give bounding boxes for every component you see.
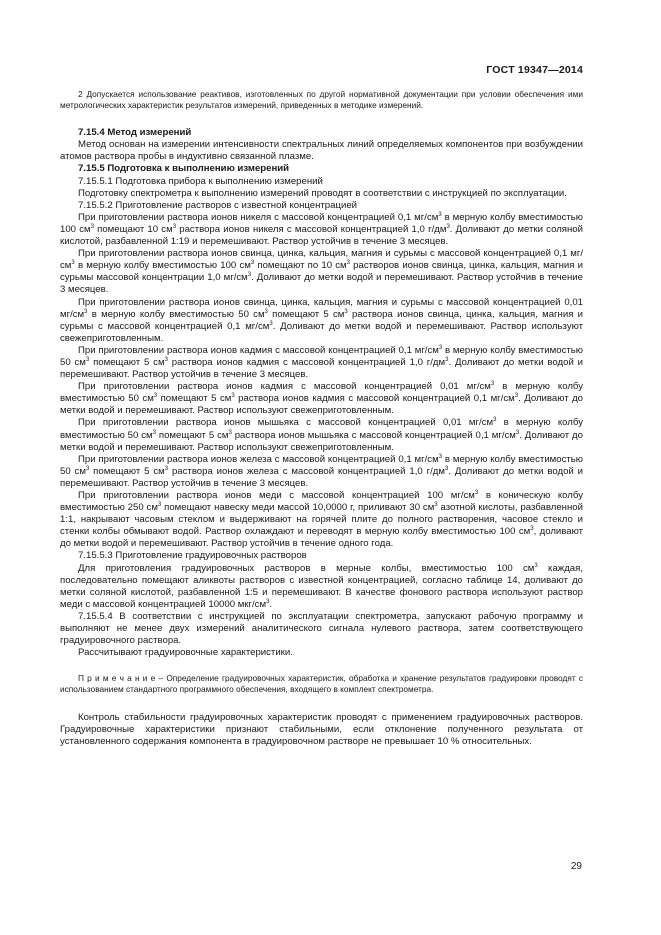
page-content (60, 89, 583, 748)
paragraph-measurement-program: 7.15.5.4 В соответствии с инструкцией по эксплуатации спектрометра, запускают рабочую программу и выполняют не менее двух измерений аналитического сигнала нулевого раствора, затем соответствующего градуировочного раствора. (60, 610, 583, 647)
section-title-method: 7.15.4 Метод измерений (78, 127, 192, 139)
note-label: П р и м е ч а н и е (78, 673, 156, 684)
paragraph-calculate: Рассчитывают градуировочные характеристики. (78, 647, 293, 659)
paragraph-stability-control: Контроль стабильности градуировочных характеристик проводят с применением градуировочных растворов. Градуировочные характеристики признают стабильными, если отклонение полученного результата от установленного содержания компонента в градуировочном растворе не превышает 10 % относительных. (60, 711, 583, 747)
paragraph-cadmium-001: При приготовлении раствора ионов кадмия с массовой концентрацией 0,01 $мг/см^3$ в мерную колбу вместимостью 50 $см^3$ помещают 5 $см^3$ раствора ионов кадмия с массовой концентрацией 0,1 $мг/см^3$. Доливают до метки водой и перемешивают. Раствор используют свежеприготовленным. (60, 381, 584, 417)
subsection-title-calibration: 7.15.5.3 Приготовление градуировочных растворов (78, 550, 307, 562)
page-number: 29 (570, 861, 582, 872)
device-text: Подготовку спектрометра к выполнению измерений проводят в соответствии с инструкцией по эксплуатации. (78, 187, 567, 199)
paragraph-iron: При приготовлении раствора ионов железа с массовой концентрацией 0,1 $мг/см^3$ в мерную колбу вместимостью 50 $см^3$ помещают 5 $см^3$ раствора ионов железа с массовой концентрацией 1,0 $г/дм^3$. Доливают до метки водой и перемешивают. Раствор устойчив в течение 3 месяцев. (60, 453, 584, 489)
paragraph-mix-01: При приготовлении раствора ионов свинца, цинка, кальция, магния и сурьмы с массовой концентрацией 0,1 $мг/см^3$ в мерную колбу вместимостью 100 $см^3$ помещают по 10 $см^3$ растворов ионов свинца, цинка, кальция, магния и сурьмы массовой концентрации 1,0 $мг/см^3$. Доливают до метки водой и перемешивают. Раствор устойчив в течение 3 месяцев. (60, 248, 584, 296)
paragraph-mix-001: При приготовлении раствора ионов свинца, цинка, кальция, магния и сурьмы с массовой концентрацией 0,01 $мг/см^3$ в мерную колбу вместимостью 50 $см^3$ помещают 5 $см^3$ раствора ионов свинца, цинка, кальция, магния и сурьмы с массовой концентрацией 0,1 $мг/см^3$. Доливают до метки водой и перемешивают. Раствор используют свежеприготовленным. (60, 296, 584, 344)
document-code: ГОСТ 19347—2014 (486, 64, 583, 76)
section-title-preparation: 7.15.5 Подготовка к выполнению измерений (78, 163, 290, 175)
note-reagents: 2 Допускается использование реактивов, изготовленных по другой нормативной документации при условии обеспечения ими метрологических характеристик результатов измерений, приведенных в методике измерений. (60, 89, 583, 110)
paragraph-cadmium-01: При приготовлении раствора ионов кадмия с массовой концентрацией 0,1 $мг/см^3$ в мерную колбу вместимостью 50 $см^3$ помещают 5 $см^3$ раствора ионов кадмия с массовой концентрацией 1,0 $г/дм^3$. Доливают до метки водой и перемешивают. Раствор устойчив в течение 3 месяцев. (60, 344, 583, 381)
note-software: П р и м е ч а н и е – Определение градуировочных характеристик, обработка и хранение результатов градуировки проводят с использованием стандартного программного обеспечения, входящего в комплект спектрометра. (60, 673, 583, 694)
subsection-title-solutions: 7.15.5.2 Приготовление растворов с известной концентрацией (78, 199, 358, 211)
paragraph-arsenic: При приготовлении раствора ионов мышьяка с массовой концентрацией 0,01 $мг/см^3$ в мерную колбу вместимостью 50 $см^3$ помещают 5 $см^3$ раствора ионов мышьяка с массовой концентрацией 0,1 $мг/см^3$. Доливают до метки водой и перемешивают. Раствор используют свежеприготовленным. (60, 417, 583, 453)
paragraph-copper: При приготовлении раствора ионов меди с массовой концентрацией 100 $мг/см^3$ в коническую колбу вместимостью 250 $см^3$ помещают навеску меди массой 10,0000 г, приливают 30 $см^3$ азотной кислоты, разбавленной 1:1, накрывают часовым стеклом и выдерживают на горячей плите до полного растворения, часовое стекло и стенки колбы обмывают водой. Раствор охлаждают и переводят в мерную колбу вместимостью 100 $см^3$, доливают до метки водой и перемешивают. Раствор устойчив в течение одного года. (60, 490, 583, 550)
paragraph-calibration-solutions: Для приготовления градуировочных растворов в мерные колбы, вместимостью 100 $см^3$ каждая, последовательно помещают аликвоты растворов с известной концентрацией, согласно таблице 14, доливают до метки соляной кислотой, разбавленной 1:5 и перемешивают. В качестве фонового раствора используют раствор меди с массовой концентрацией 10000 мкг/$см^3$. (60, 562, 583, 610)
subsection-title-device: 7.15.5.1 Подготовка прибора к выполнению измерений (78, 175, 323, 187)
paragraph-nickel: При приготовлении раствора ионов никеля с массовой концентрацией 0,1 $мг/см^3$ в мерную колбу вместимостью 100 $см^3$ помещают 10 $см^3$ раствора ионов никеля с массовой концентрацией 1,0 $г/дм^3$. Доливают до метки соляной кислотой, разбавленной 1:19 и перемешивают. Раствор устойчив в течение 3 месяцев. (60, 211, 583, 248)
method-text: Метод основан на измерении интенсивности спектральных линий определяемых компонентов при возбуждении атомов раствора пробы в индуктивно связанной плазме. (60, 139, 583, 163)
